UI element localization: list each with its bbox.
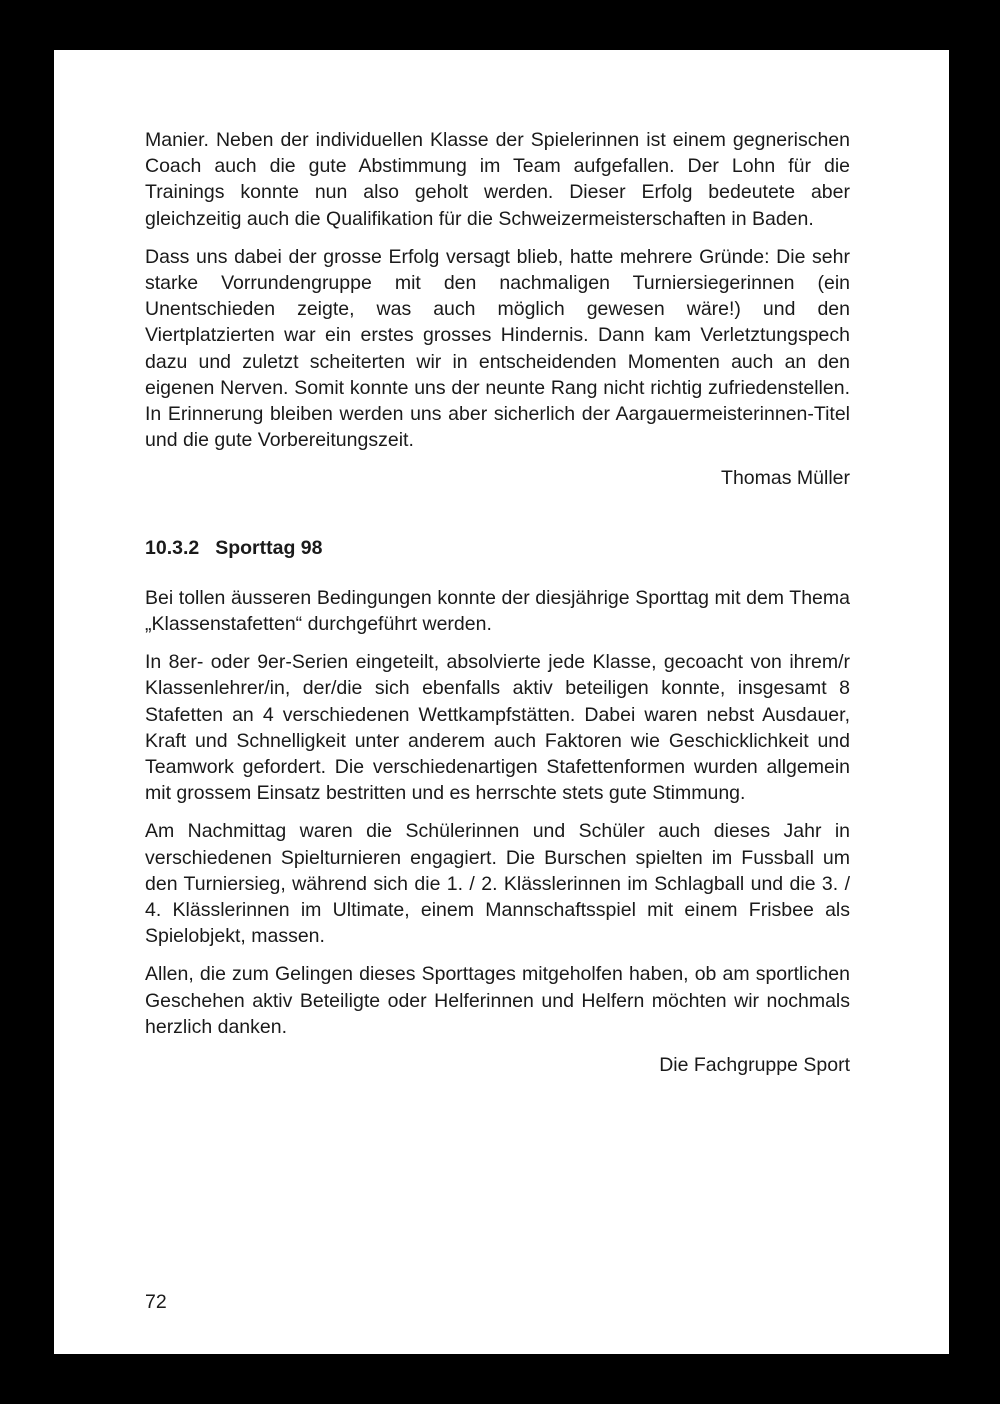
page-number: 72 [145,1291,167,1313]
signature-fachgruppe-sport: Die Fachgruppe Sport [659,1054,850,1077]
paragraph: Dass uns dabei der grosse Erfolg versagt blieb, hatte mehrere Gründe: Die sehr starke Vorrundengruppe mit den nachmaligen Turniersiegerinnen (ein Unentschieden zeigte, was auch möglich gewesen wäre!) und den Viertplatzierten war ein erstes grosses Hindernis. Dann kam Verletztungspech dazu und zuletzt scheiterten wir in entscheidenden Momenten auch an den eigenen Nerven. Somit konnte uns der neunte Rang nicht richtig zufriedenstellen. In Erinnerung bleiben werden uns aber sicherlich der Aargauermeisterinnen-Titel und die gute Vorbereitungszeit. [145,245,850,452]
page-content [145,127,850,1078]
signature-thomas-mueller: Thomas Müller [721,467,850,490]
paragraph: Am Nachmittag waren die Schülerinnen und Schüler auch dieses Jahr in verschiedenen Spielturnieren engagiert. Die Burschen spielten im Fussball um den Turniersieg, während sich die 1. / 2. Klässlerinnen im Schlagball und die 3. / 4. Klässlerinnen im Ultimate, einem Mannschaftsspiel mit einem Frisbee als Spielobjekt, massen. [145,820,850,948]
document-page [54,50,949,1354]
section-number: 10.3.2 [145,536,200,559]
paragraph: Manier. Neben der individuellen Klasse der Spielerinnen ist einem gegnerischen Coach auch die gute Abstimmung im Team aufgefallen. Der Lohn für die Trainings konnte nun also geholt werden. Dieser Erfolg bedeutete aber gleichzeitig auch die Qualifikation für die Schweizermeisterschaften in Baden. [145,129,850,230]
paragraph: In 8er- oder 9er-Serien eingeteilt, absolvierte jede Klasse, gecoacht von ihrem/r Klassenlehrer/in, der/die sich ebenfalls aktiv beteiligen konnte, insgesamt 8 Stafetten an 4 verschiedenen Wettkampfstätten. Dabei waren nebst Ausdauer, Kraft und Schnelligkeit unter anderem auch Faktoren wie Geschicklichkeit und Teamwork gefordert. Die verschiedenartigen Stafettenformen wurden allgemein mit grossem Einsatz bestritten und es herrschte stets gute Stimmung. [145,651,850,805]
paragraph: Allen, die zum Gelingen dieses Sporttages mitgeholfen haben, ob am sportlichen Geschehen aktiv Beteiligte oder Helferinnen und Helfern möchten wir nochmals herzlich danken. [145,963,850,1038]
section-title: Sporttag 98 [215,536,323,559]
section-heading [145,535,850,561]
paragraph: Bei tollen äusseren Bedingungen konnte der diesjährige Sporttag mit dem Thema „Klassenstafetten“ durchgeführt werden. [145,586,850,636]
